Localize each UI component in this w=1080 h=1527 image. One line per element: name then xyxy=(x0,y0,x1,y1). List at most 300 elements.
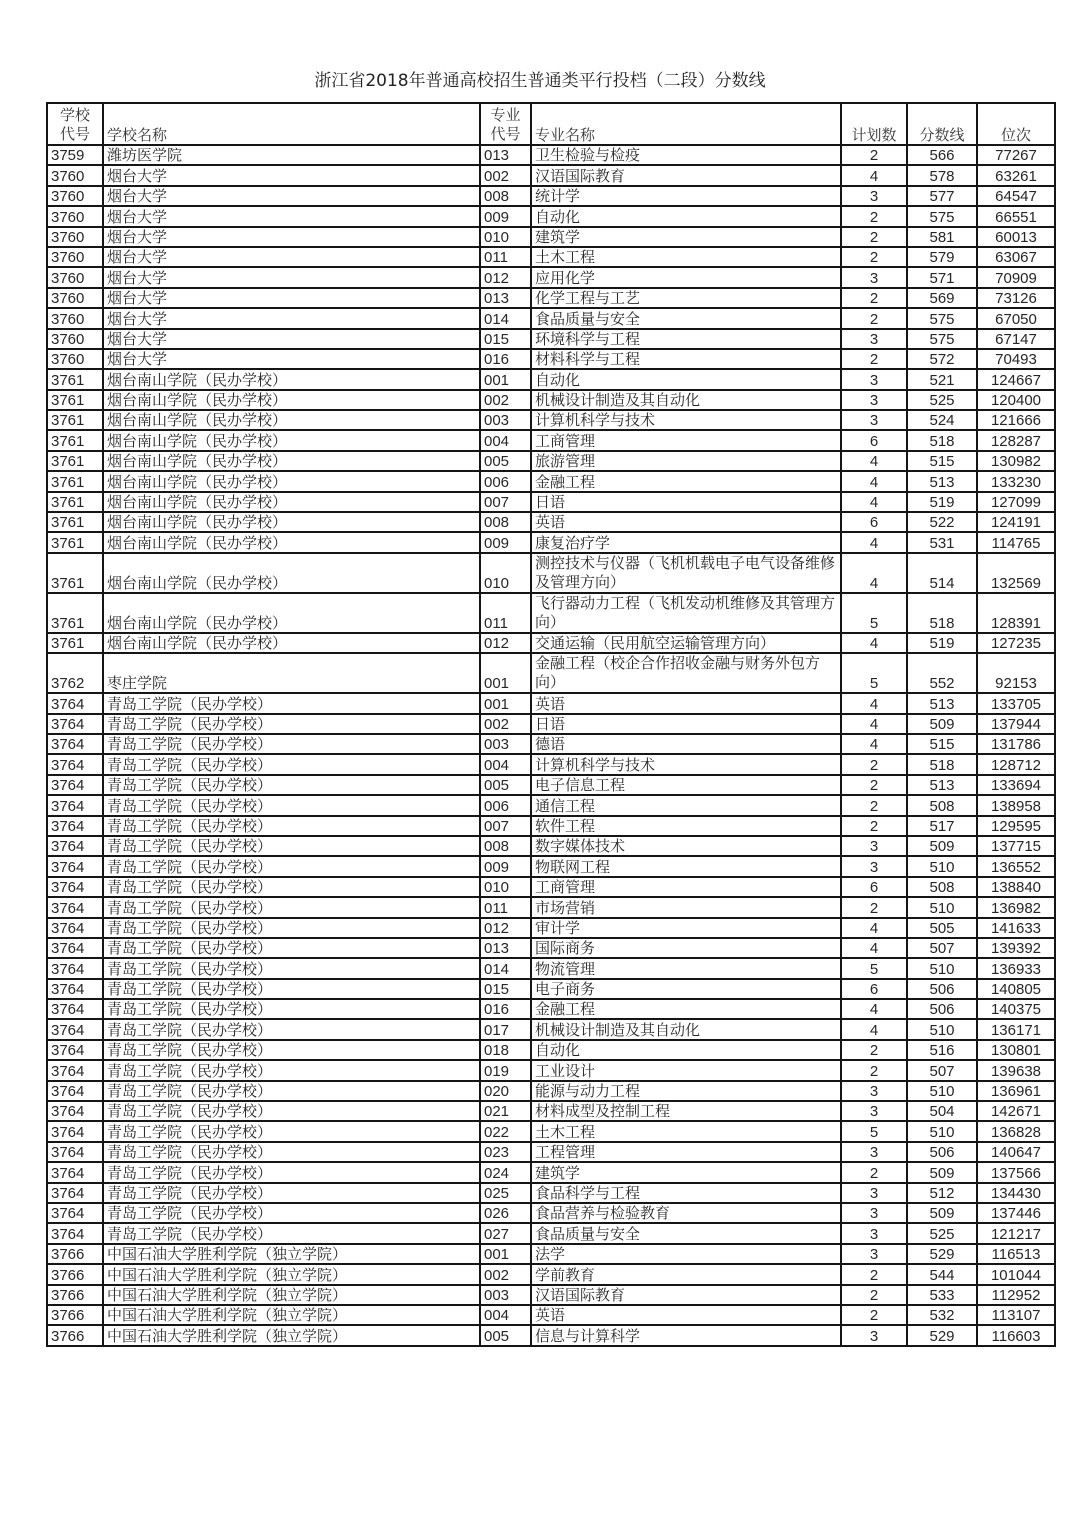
cell-major-name: 计算机科学与技术 xyxy=(531,754,841,774)
cell-score: 566 xyxy=(907,145,977,165)
cell-rank: 112952 xyxy=(977,1285,1055,1305)
cell-school-name: 烟台大学 xyxy=(103,206,480,226)
table-row xyxy=(47,1142,1055,1162)
cell-school-code: 3761 xyxy=(47,532,103,552)
cell-major-code: 009 xyxy=(480,856,531,876)
cell-school-code: 3761 xyxy=(47,633,103,653)
cell-school-name: 烟台南山学院（民办学校） xyxy=(103,492,480,512)
cell-major-name: 环境科学与工程 xyxy=(531,329,841,349)
cell-plan: 4 xyxy=(841,734,907,754)
cell-major-code: 010 xyxy=(480,553,531,593)
cell-score: 519 xyxy=(907,633,977,653)
table-row xyxy=(47,653,1055,693)
cell-school-name: 青岛工学院（民办学校） xyxy=(103,1019,480,1039)
cell-score: 522 xyxy=(907,512,977,532)
cell-major-name: 信息与计算科学 xyxy=(531,1325,841,1345)
cell-school-code: 3762 xyxy=(47,653,103,693)
cell-rank: 70493 xyxy=(977,349,1055,369)
cell-score: 516 xyxy=(907,1040,977,1060)
table-row xyxy=(47,633,1055,653)
cell-plan: 2 xyxy=(841,1162,907,1182)
table-row xyxy=(47,1019,1055,1039)
cell-score: 524 xyxy=(907,410,977,430)
cell-score: 513 xyxy=(907,775,977,795)
cell-rank: 101044 xyxy=(977,1264,1055,1284)
cell-major-name: 日语 xyxy=(531,492,841,512)
table-row xyxy=(47,775,1055,795)
cell-major-name: 康复治疗学 xyxy=(531,532,841,552)
table-row xyxy=(47,247,1055,267)
cell-school-name: 烟台大学 xyxy=(103,227,480,247)
cell-score: 504 xyxy=(907,1101,977,1121)
cell-score: 507 xyxy=(907,1060,977,1080)
table-row xyxy=(47,512,1055,532)
cell-school-name: 青岛工学院（民办学校） xyxy=(103,1142,480,1162)
cell-major-name: 学前教育 xyxy=(531,1264,841,1284)
table-row xyxy=(47,1223,1055,1243)
cell-rank: 129595 xyxy=(977,816,1055,836)
cell-school-name: 青岛工学院（民办学校） xyxy=(103,856,480,876)
cell-major-name: 物联网工程 xyxy=(531,856,841,876)
cell-score: 577 xyxy=(907,186,977,206)
cell-major-code: 015 xyxy=(480,329,531,349)
cell-plan: 3 xyxy=(841,1101,907,1121)
cell-plan: 6 xyxy=(841,877,907,897)
cell-rank: 67050 xyxy=(977,308,1055,328)
table-row xyxy=(47,430,1055,450)
cell-rank: 136933 xyxy=(977,958,1055,978)
cell-major-name: 食品科学与工程 xyxy=(531,1183,841,1203)
cell-major-code: 009 xyxy=(480,206,531,226)
cell-school-code: 3766 xyxy=(47,1244,103,1264)
cell-major-code: 006 xyxy=(480,471,531,491)
cell-school-code: 3760 xyxy=(47,186,103,206)
cell-rank: 130801 xyxy=(977,1040,1055,1060)
table-row xyxy=(47,451,1055,471)
cell-school-name: 烟台南山学院（民办学校） xyxy=(103,512,480,532)
cell-rank: 116513 xyxy=(977,1244,1055,1264)
cell-score: 510 xyxy=(907,897,977,917)
table-row xyxy=(47,918,1055,938)
cell-plan: 3 xyxy=(841,390,907,410)
cell-school-code: 3766 xyxy=(47,1305,103,1325)
cell-major-name: 食品质量与安全 xyxy=(531,308,841,328)
cell-school-code: 3764 xyxy=(47,1223,103,1243)
cell-score: 506 xyxy=(907,1142,977,1162)
cell-major-code: 013 xyxy=(480,145,531,165)
cell-major-name: 旅游管理 xyxy=(531,451,841,471)
cell-rank: 140375 xyxy=(977,999,1055,1019)
cell-school-name: 青岛工学院（民办学校） xyxy=(103,1121,480,1141)
cell-rank: 132569 xyxy=(977,553,1055,593)
cell-school-name: 青岛工学院（民办学校） xyxy=(103,958,480,978)
cell-school-name: 烟台南山学院（民办学校） xyxy=(103,553,480,593)
cell-plan: 3 xyxy=(841,186,907,206)
cell-major-name: 交通运输（民用航空运输管理方向） xyxy=(531,633,841,653)
cell-school-name: 烟台大学 xyxy=(103,165,480,185)
cell-school-code: 3764 xyxy=(47,958,103,978)
cell-rank: 142671 xyxy=(977,1101,1055,1121)
table-row xyxy=(47,1081,1055,1101)
table-row xyxy=(47,410,1055,430)
cell-major-name: 英语 xyxy=(531,1305,841,1325)
cell-school-code: 3764 xyxy=(47,1162,103,1182)
cell-major-code: 012 xyxy=(480,267,531,287)
cell-school-name: 青岛工学院（民办学校） xyxy=(103,999,480,1019)
cell-school-code: 3764 xyxy=(47,836,103,856)
cell-school-name: 青岛工学院（民办学校） xyxy=(103,1162,480,1182)
cell-major-code: 014 xyxy=(480,308,531,328)
cell-rank: 70909 xyxy=(977,267,1055,287)
cell-major-code: 012 xyxy=(480,633,531,653)
cell-major-name: 市场营销 xyxy=(531,897,841,917)
cell-school-code: 3760 xyxy=(47,165,103,185)
table-row xyxy=(47,186,1055,206)
cell-major-name: 电子商务 xyxy=(531,979,841,999)
cell-rank: 137715 xyxy=(977,836,1055,856)
cell-rank: 134430 xyxy=(977,1183,1055,1203)
cell-plan: 6 xyxy=(841,512,907,532)
cell-major-code: 003 xyxy=(480,1285,531,1305)
table-row xyxy=(47,553,1055,593)
cell-plan: 6 xyxy=(841,979,907,999)
cell-school-code: 3764 xyxy=(47,754,103,774)
cell-major-name: 法学 xyxy=(531,1244,841,1264)
cell-plan: 2 xyxy=(841,754,907,774)
cell-rank: 130982 xyxy=(977,451,1055,471)
cell-school-name: 烟台大学 xyxy=(103,267,480,287)
cell-plan: 4 xyxy=(841,532,907,552)
cell-major-code: 008 xyxy=(480,836,531,856)
header-major-name: 专业名称 xyxy=(531,103,841,145)
cell-rank: 63261 xyxy=(977,165,1055,185)
cell-score: 512 xyxy=(907,1183,977,1203)
cell-rank: 113107 xyxy=(977,1305,1055,1325)
cell-major-name: 物流管理 xyxy=(531,958,841,978)
cell-major-code: 017 xyxy=(480,1019,531,1039)
cell-score: 510 xyxy=(907,1081,977,1101)
cell-school-name: 烟台南山学院（民办学校） xyxy=(103,369,480,389)
cell-major-code: 003 xyxy=(480,410,531,430)
cell-plan: 2 xyxy=(841,308,907,328)
cell-rank: 133705 xyxy=(977,693,1055,713)
header-major-code xyxy=(480,103,531,145)
cell-school-name: 烟台南山学院（民办学校） xyxy=(103,471,480,491)
cell-rank: 131786 xyxy=(977,734,1055,754)
cell-plan: 4 xyxy=(841,451,907,471)
cell-score: 508 xyxy=(907,877,977,897)
cell-major-name: 建筑学 xyxy=(531,1162,841,1182)
cell-score: 572 xyxy=(907,349,977,369)
cell-major-code: 001 xyxy=(480,653,531,693)
cell-score: 514 xyxy=(907,553,977,593)
cell-school-code: 3761 xyxy=(47,471,103,491)
cell-school-code: 3764 xyxy=(47,1121,103,1141)
cell-major-code: 016 xyxy=(480,999,531,1019)
cell-school-name: 中国石油大学胜利学院（独立学院） xyxy=(103,1264,480,1284)
cell-plan: 2 xyxy=(841,816,907,836)
cell-plan: 3 xyxy=(841,836,907,856)
cell-rank: 64547 xyxy=(977,186,1055,206)
cell-plan: 2 xyxy=(841,227,907,247)
cell-school-name: 青岛工学院（民办学校） xyxy=(103,979,480,999)
cell-plan: 4 xyxy=(841,492,907,512)
header-rank: 位次 xyxy=(977,103,1055,145)
table-row xyxy=(47,979,1055,999)
cell-plan: 3 xyxy=(841,1244,907,1264)
cell-rank: 137566 xyxy=(977,1162,1055,1182)
cell-school-code: 3761 xyxy=(47,410,103,430)
cell-major-code: 002 xyxy=(480,165,531,185)
cell-major-name: 计算机科学与技术 xyxy=(531,410,841,430)
cell-major-code: 012 xyxy=(480,918,531,938)
cell-major-name: 工商管理 xyxy=(531,877,841,897)
cell-major-code: 026 xyxy=(480,1203,531,1223)
cell-major-name: 通信工程 xyxy=(531,795,841,815)
cell-school-code: 3764 xyxy=(47,734,103,754)
table-row xyxy=(47,165,1055,185)
table-row xyxy=(47,1244,1055,1264)
table-row xyxy=(47,492,1055,512)
cell-major-code: 022 xyxy=(480,1121,531,1141)
cell-rank: 121217 xyxy=(977,1223,1055,1243)
table-row xyxy=(47,227,1055,247)
cell-major-code: 002 xyxy=(480,714,531,734)
table-row xyxy=(47,734,1055,754)
cell-score: 517 xyxy=(907,816,977,836)
cell-major-code: 003 xyxy=(480,734,531,754)
cell-plan: 3 xyxy=(841,1223,907,1243)
cell-school-code: 3761 xyxy=(47,492,103,512)
cell-rank: 60013 xyxy=(977,227,1055,247)
cell-score: 518 xyxy=(907,430,977,450)
cell-plan: 3 xyxy=(841,856,907,876)
cell-major-name: 日语 xyxy=(531,714,841,734)
cell-major-code: 024 xyxy=(480,1162,531,1182)
cell-major-code: 007 xyxy=(480,816,531,836)
cell-plan: 3 xyxy=(841,329,907,349)
cell-score: 531 xyxy=(907,532,977,552)
cell-score: 509 xyxy=(907,836,977,856)
table-row xyxy=(47,308,1055,328)
table-row xyxy=(47,1264,1055,1284)
cell-plan: 2 xyxy=(841,288,907,308)
cell-major-name: 土木工程 xyxy=(531,247,841,267)
cell-plan: 3 xyxy=(841,1325,907,1345)
cell-score: 544 xyxy=(907,1264,977,1284)
cell-major-code: 015 xyxy=(480,979,531,999)
cell-major-name: 工商管理 xyxy=(531,430,841,450)
table-row xyxy=(47,369,1055,389)
cell-plan: 4 xyxy=(841,714,907,734)
cell-school-name: 潍坊医学院 xyxy=(103,145,480,165)
cell-plan: 3 xyxy=(841,1081,907,1101)
cell-school-name: 青岛工学院（民办学校） xyxy=(103,1081,480,1101)
cell-school-name: 烟台大学 xyxy=(103,186,480,206)
cell-school-code: 3764 xyxy=(47,775,103,795)
cell-plan: 4 xyxy=(841,1019,907,1039)
cell-major-name: 化学工程与工艺 xyxy=(531,288,841,308)
table-row xyxy=(47,836,1055,856)
cell-school-name: 青岛工学院（民办学校） xyxy=(103,714,480,734)
cell-score: 509 xyxy=(907,1203,977,1223)
cell-plan: 5 xyxy=(841,653,907,693)
cell-rank: 63067 xyxy=(977,247,1055,267)
cell-school-code: 3760 xyxy=(47,227,103,247)
cell-school-name: 青岛工学院（民办学校） xyxy=(103,734,480,754)
cell-major-name: 机械设计制造及其自动化 xyxy=(531,1019,841,1039)
table-row xyxy=(47,532,1055,552)
cell-school-name: 烟台南山学院（民办学校） xyxy=(103,633,480,653)
cell-school-code: 3759 xyxy=(47,145,103,165)
cell-plan: 3 xyxy=(841,1183,907,1203)
cell-major-code: 005 xyxy=(480,1325,531,1345)
cell-rank: 128391 xyxy=(977,593,1055,633)
table-row xyxy=(47,958,1055,978)
cell-school-code: 3761 xyxy=(47,369,103,389)
cell-school-code: 3764 xyxy=(47,938,103,958)
cell-plan: 3 xyxy=(841,410,907,430)
cell-school-code: 3761 xyxy=(47,430,103,450)
cell-school-code: 3764 xyxy=(47,1183,103,1203)
cell-school-code: 3760 xyxy=(47,288,103,308)
table-row xyxy=(47,145,1055,165)
cell-rank: 140805 xyxy=(977,979,1055,999)
cell-score: 581 xyxy=(907,227,977,247)
cell-score: 521 xyxy=(907,369,977,389)
cell-school-code: 3760 xyxy=(47,329,103,349)
table-row xyxy=(47,999,1055,1019)
table-body xyxy=(47,145,1055,1346)
table-row xyxy=(47,754,1055,774)
cell-school-code: 3761 xyxy=(47,593,103,633)
cell-major-code: 019 xyxy=(480,1060,531,1080)
cell-plan: 4 xyxy=(841,553,907,593)
table-header-row xyxy=(47,103,1055,145)
cell-school-name: 中国石油大学胜利学院（独立学院） xyxy=(103,1305,480,1325)
cell-major-name: 卫生检验与检疫 xyxy=(531,145,841,165)
cell-school-name: 烟台南山学院（民办学校） xyxy=(103,390,480,410)
cell-score: 525 xyxy=(907,1223,977,1243)
score-table xyxy=(46,102,1056,1347)
cell-school-name: 烟台大学 xyxy=(103,329,480,349)
cell-school-name: 烟台南山学院（民办学校） xyxy=(103,410,480,430)
cell-school-name: 中国石油大学胜利学院（独立学院） xyxy=(103,1325,480,1345)
cell-major-name: 金融工程（校企合作招收金融与财务外包方向） xyxy=(531,653,841,693)
cell-school-code: 3760 xyxy=(47,206,103,226)
cell-major-code: 007 xyxy=(480,492,531,512)
cell-score: 510 xyxy=(907,1121,977,1141)
cell-rank: 120400 xyxy=(977,390,1055,410)
cell-score: 575 xyxy=(907,308,977,328)
header-school-code-line1: 学校 xyxy=(59,106,90,124)
table-row xyxy=(47,1183,1055,1203)
cell-plan: 4 xyxy=(841,633,907,653)
cell-school-code: 3764 xyxy=(47,918,103,938)
cell-school-name: 中国石油大学胜利学院（独立学院） xyxy=(103,1244,480,1264)
cell-major-code: 020 xyxy=(480,1081,531,1101)
cell-major-name: 飞行器动力工程（飞机发动机维修及其管理方向） xyxy=(531,593,841,633)
table-row xyxy=(47,1325,1055,1345)
cell-major-code: 008 xyxy=(480,512,531,532)
cell-major-name: 金融工程 xyxy=(531,471,841,491)
cell-major-name: 英语 xyxy=(531,693,841,713)
cell-plan: 2 xyxy=(841,897,907,917)
cell-rank: 140647 xyxy=(977,1142,1055,1162)
cell-score: 571 xyxy=(907,267,977,287)
cell-major-name: 应用化学 xyxy=(531,267,841,287)
cell-school-code: 3764 xyxy=(47,1081,103,1101)
cell-school-name: 青岛工学院（民办学校） xyxy=(103,1040,480,1060)
cell-rank: 66551 xyxy=(977,206,1055,226)
cell-school-name: 青岛工学院（民办学校） xyxy=(103,938,480,958)
cell-school-name: 青岛工学院（民办学校） xyxy=(103,877,480,897)
table-row xyxy=(47,288,1055,308)
cell-score: 510 xyxy=(907,1019,977,1039)
cell-major-code: 025 xyxy=(480,1183,531,1203)
cell-plan: 2 xyxy=(841,145,907,165)
cell-major-name: 材料成型及控制工程 xyxy=(531,1101,841,1121)
cell-school-code: 3764 xyxy=(47,693,103,713)
cell-major-name: 工业设计 xyxy=(531,1060,841,1080)
cell-rank: 133694 xyxy=(977,775,1055,795)
cell-major-name: 工程管理 xyxy=(531,1142,841,1162)
table-row xyxy=(47,1285,1055,1305)
cell-plan: 2 xyxy=(841,206,907,226)
cell-plan: 3 xyxy=(841,1203,907,1223)
cell-school-code: 3761 xyxy=(47,553,103,593)
cell-rank: 128287 xyxy=(977,430,1055,450)
cell-school-name: 青岛工学院（民办学校） xyxy=(103,754,480,774)
cell-major-code: 008 xyxy=(480,186,531,206)
cell-score: 518 xyxy=(907,754,977,774)
cell-rank: 124667 xyxy=(977,369,1055,389)
cell-rank: 137944 xyxy=(977,714,1055,734)
cell-major-code: 005 xyxy=(480,451,531,471)
cell-rank: 73126 xyxy=(977,288,1055,308)
cell-rank: 77267 xyxy=(977,145,1055,165)
cell-plan: 4 xyxy=(841,999,907,1019)
cell-major-name: 汉语国际教育 xyxy=(531,1285,841,1305)
cell-school-code: 3766 xyxy=(47,1264,103,1284)
cell-plan: 2 xyxy=(841,1305,907,1325)
cell-score: 509 xyxy=(907,714,977,734)
cell-school-code: 3766 xyxy=(47,1285,103,1305)
cell-school-code: 3764 xyxy=(47,1142,103,1162)
cell-plan: 4 xyxy=(841,938,907,958)
cell-rank: 127235 xyxy=(977,633,1055,653)
cell-school-code: 3764 xyxy=(47,1060,103,1080)
cell-major-code: 004 xyxy=(480,430,531,450)
header-school-code xyxy=(47,103,103,145)
cell-rank: 141633 xyxy=(977,918,1055,938)
cell-school-code: 3764 xyxy=(47,1019,103,1039)
cell-plan: 4 xyxy=(841,471,907,491)
cell-major-code: 011 xyxy=(480,897,531,917)
table-row xyxy=(47,816,1055,836)
cell-rank: 116603 xyxy=(977,1325,1055,1345)
cell-major-name: 电子信息工程 xyxy=(531,775,841,795)
cell-plan: 4 xyxy=(841,693,907,713)
cell-score: 506 xyxy=(907,999,977,1019)
cell-score: 510 xyxy=(907,856,977,876)
cell-major-name: 食品质量与安全 xyxy=(531,1223,841,1243)
cell-major-name: 金融工程 xyxy=(531,999,841,1019)
cell-major-code: 005 xyxy=(480,775,531,795)
cell-major-code: 006 xyxy=(480,795,531,815)
cell-rank: 136982 xyxy=(977,897,1055,917)
table-row xyxy=(47,267,1055,287)
